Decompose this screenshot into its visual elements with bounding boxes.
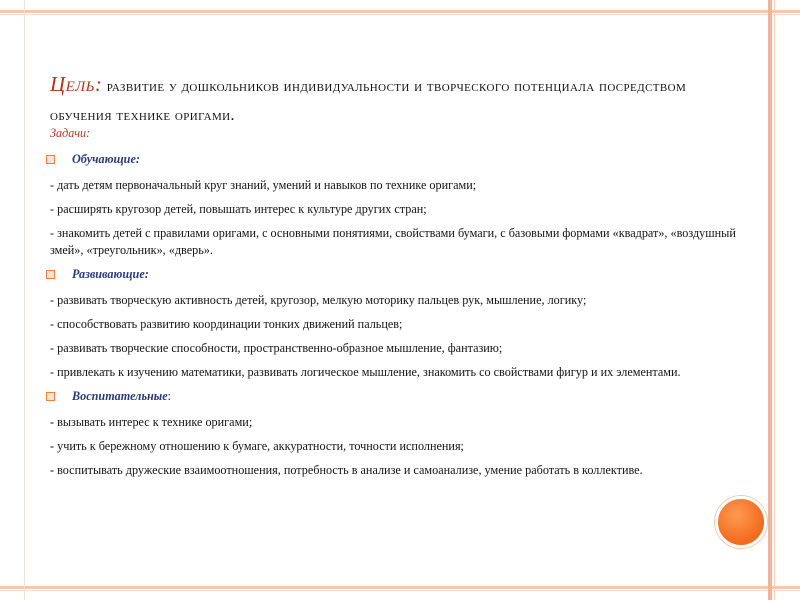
section-heading-text: Развивающие:: [72, 267, 149, 281]
frame-line-left: [24, 0, 25, 600]
title-label: Цель:: [50, 72, 103, 96]
square-bullet-icon: [46, 155, 55, 164]
frame-line-top-thin: [0, 14, 800, 15]
frame-line-bottom-thin: [0, 590, 800, 591]
decorative-orange-circle: [715, 496, 767, 548]
list-item: - дать детям первоначальный круг знаний, умений и навыков по технике оригами;: [50, 178, 477, 192]
section-heading-educational: [50, 388, 740, 405]
frame-line-right: [768, 0, 772, 600]
list-item: - расширять кругозор детей, повышать интерес к культуре других стран;: [50, 202, 427, 216]
frame-line-right-thin: [774, 0, 775, 600]
list-item: - способствовать развитию координации тонких движений пальцев;: [50, 317, 403, 331]
frame-line-top: [0, 10, 800, 13]
frame-line-bottom: [0, 586, 800, 589]
section-heading-text: Воспитательные: [72, 389, 168, 403]
title-text: развитие у дошкольников индивидуальности и творческого потенциала посредством обучения технике оригами.: [50, 78, 687, 124]
list-item: - вызывать интерес к технике оригами;: [50, 415, 253, 429]
list-item: - учить к бережному отношению к бумаге, аккуратности, точности исполнения;: [50, 439, 464, 453]
section-heading-text: Обучающие:: [72, 152, 140, 166]
list-item: - знакомить детей с правилами оригами, с основными понятиями, свойствами бумаги, с базовыми формами «квадрат», «воздушный змей», «треугольник», «дверь».: [50, 226, 736, 257]
list-item: - развивать творческие способности, пространственно-образное мышление, фантазию;: [50, 341, 503, 355]
section-heading-teaching: [50, 151, 740, 168]
slide-title: [50, 70, 740, 130]
square-bullet-icon: [46, 392, 55, 401]
list-item: - развивать творческую активность детей, кругозор, мелкую моторику пальцев рук, мышление, логику;: [50, 293, 587, 307]
list-item: - воспитывать дружеские взаимоотношения, потребность в анализе и самоанализе, умение работать в коллективе.: [50, 463, 643, 477]
tasks-label: Задачи:: [50, 126, 91, 140]
slide-content: [50, 125, 740, 486]
section-heading-colon: :: [167, 389, 172, 403]
list-item: - привлекать к изучению математики, развивать логическое мышление, знакомить со свойствами фигур и их элементами.: [50, 365, 681, 379]
section-heading-developing: [50, 266, 740, 283]
square-bullet-icon: [46, 270, 55, 279]
